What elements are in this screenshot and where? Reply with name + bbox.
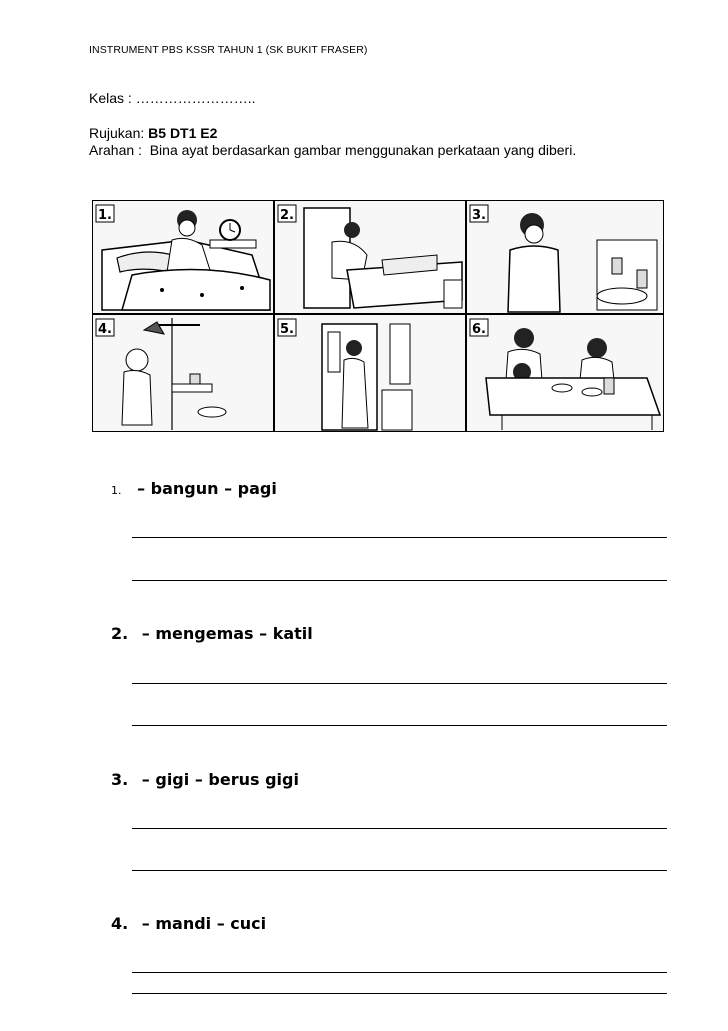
- panel-number: 3.: [472, 208, 486, 223]
- reference-code: B5 DT1 E2: [148, 125, 218, 141]
- answer-line[interactable]: [132, 725, 667, 726]
- question-3: [111, 770, 299, 789]
- answer-line[interactable]: [132, 537, 667, 538]
- panel-number: 2.: [280, 208, 294, 223]
- answer-line[interactable]: [132, 683, 667, 684]
- question-words: – gigi – berus gigi: [141, 770, 299, 789]
- answer-line[interactable]: [132, 828, 667, 829]
- instruction-label: Arahan :: [89, 142, 142, 158]
- question-number: 4.: [111, 914, 129, 933]
- reference-line: [89, 125, 217, 141]
- class-blank: ……………………..: [135, 90, 256, 106]
- panel-number: 1.: [98, 208, 112, 223]
- question-number: 3.: [111, 770, 129, 789]
- question-1: [111, 479, 277, 498]
- question-4: [111, 914, 266, 933]
- class-field: [89, 90, 255, 106]
- picture-sequence: [92, 200, 664, 432]
- answer-line[interactable]: [132, 580, 667, 581]
- panel-number: 5.: [280, 322, 294, 337]
- panel-number: 6.: [472, 322, 486, 337]
- reference-label: Rujukan:: [89, 125, 145, 141]
- answer-line[interactable]: [132, 972, 667, 973]
- question-number: 2.: [111, 624, 129, 643]
- question-words: – mandi – cuci: [141, 914, 267, 933]
- class-label: Kelas :: [89, 90, 132, 106]
- question-words: – bangun – pagi: [137, 479, 277, 498]
- instruction-line: [89, 142, 576, 158]
- panel-number: 4.: [98, 322, 112, 337]
- answer-line[interactable]: [132, 870, 667, 871]
- answer-line[interactable]: [132, 993, 667, 994]
- question-number: 1.: [111, 484, 122, 497]
- document-header: INSTRUMENT PBS KSSR TAHUN 1 (SK BUKIT FRASER): [89, 44, 368, 56]
- instruction-text: Bina ayat berdasarkan gambar menggunakan perkataan yang diberi.: [149, 142, 577, 158]
- question-words: – mengemas – katil: [141, 624, 313, 643]
- question-2: [111, 624, 313, 643]
